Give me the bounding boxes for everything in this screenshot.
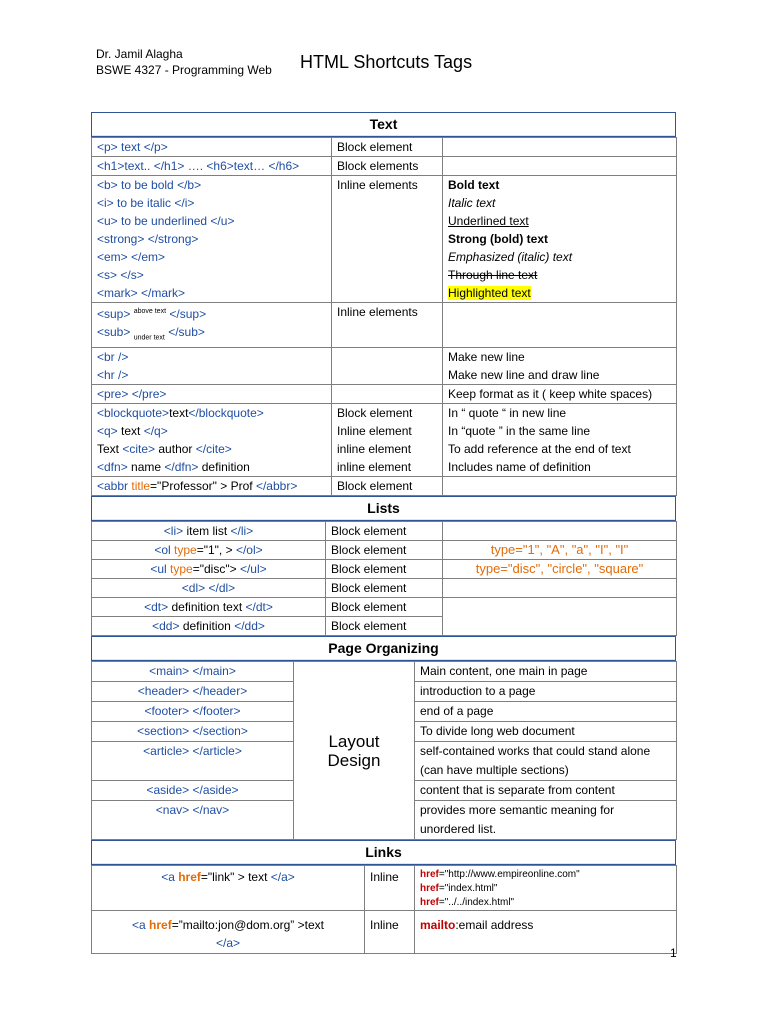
desc-cell [443, 579, 677, 598]
desc-cell: introduction to a page [415, 682, 677, 702]
desc-cell: self-contained works that could stand alone (can have multiple sections) [415, 742, 677, 781]
table-row [92, 866, 677, 911]
section-header-links: Links [91, 840, 676, 865]
type-cell: Block element [326, 579, 443, 598]
code-cell: <nav> </nav> [92, 801, 294, 840]
table-row [92, 598, 677, 617]
code-cell [92, 176, 332, 303]
type-cell: Block element [326, 617, 443, 636]
code-cell: <sup> $^{above text}$ </sup> <sub> $_{under text}$ </sub> [92, 303, 332, 348]
page-number: 1 [670, 946, 677, 960]
section-header-text: Text [91, 112, 676, 137]
desc-cell: end of a page [415, 702, 677, 722]
document-title: HTML Shortcuts Tags [300, 52, 473, 72]
desc-cell: Make new line Make new line and draw line [443, 348, 677, 385]
type-cell: Block element Inline element inline element inline element [332, 404, 443, 477]
code-line: <u> to be underlined </u> [97, 214, 235, 228]
desc-cell [443, 598, 677, 636]
table-row [92, 138, 677, 157]
code-cell: <li> item list </li> [92, 522, 326, 541]
code-cell: <blockquote>text</blockquote> <q> text </q> Text <cite> author </cite> <dfn> name </dfn> definition [92, 404, 332, 477]
desc-cell [443, 522, 677, 541]
type-cell: Block elements [332, 157, 443, 176]
desc-line: Emphasized (italic) text [448, 250, 573, 264]
author-name: Dr. Jamil Alagha [96, 47, 183, 61]
desc-line: Underlined text [448, 214, 529, 228]
code-cell: <pre> </pre> [92, 385, 332, 404]
type-cell: Inline elements [332, 176, 443, 303]
table-row [92, 477, 677, 496]
desc-cell: Keep format as it ( keep white spaces) [443, 385, 677, 404]
type-cell: Block element [326, 541, 443, 560]
type-cell: Block element [326, 522, 443, 541]
code-line: <em> </em> [97, 250, 166, 264]
code-line: <s> </s> [97, 268, 144, 282]
table-row [92, 560, 677, 579]
desc-cell [443, 176, 677, 303]
author-block [96, 46, 272, 78]
type-cell: Block element [332, 138, 443, 157]
layout-design-cell: Layout Design [294, 662, 415, 840]
code-cell: <br /> <hr /> [92, 348, 332, 385]
table-row [92, 385, 677, 404]
code-cell: <dt> definition text </dt> [92, 598, 326, 617]
desc-cell: href="http://www.empireonline.com" href="index.html" href="../../index.html" [415, 866, 677, 911]
table-row [92, 662, 677, 682]
table-row [92, 303, 677, 348]
table-row [92, 911, 677, 954]
table-row [92, 541, 677, 560]
type-cell: Inline [365, 911, 415, 954]
desc-line: Italic text [448, 196, 496, 210]
shortcut-sheet [91, 112, 678, 954]
code-cell: <a href=”mailto:jon@dom.org” >text </a> [92, 911, 365, 954]
desc-cell: content that is separate from content [415, 781, 677, 801]
desc-cell: type="1", "A", "a", "I", "I" [443, 541, 677, 560]
table-row [92, 579, 677, 598]
desc-cell: In “ quote “ in new line In “quote ” in the same line To add reference at the end of text Includes name of definition [443, 404, 677, 477]
code-cell: <p> text </p> [92, 138, 332, 157]
code-line: <mark> </mark> [97, 286, 186, 300]
desc-line: Highlighted text [448, 286, 531, 300]
code-line: <b> to be bold </b> [97, 178, 202, 192]
table-row [92, 157, 677, 176]
type-cell: Block element [326, 560, 443, 579]
code-cell: <section> </section> [92, 722, 294, 742]
desc-cell [443, 157, 677, 176]
code-cell: <article> </article> [92, 742, 294, 781]
section-header-lists: Lists [91, 496, 676, 521]
code-cell: <main> </main> [92, 662, 294, 682]
desc-cell: provides more semantic meaning for unordered list. [415, 801, 677, 840]
table-row [92, 522, 677, 541]
links-table [91, 865, 677, 954]
type-cell: Block element [326, 598, 443, 617]
code-cell: <header> </header> [92, 682, 294, 702]
desc-line: Bold text [448, 178, 500, 192]
type-cell: Inline [365, 866, 415, 911]
code-cell: <abbr title="Professor" > Prof </abbr> [92, 477, 332, 496]
page-table [91, 661, 677, 840]
code-cell: <footer> </footer> [92, 702, 294, 722]
type-cell: Block element [332, 477, 443, 496]
desc-line: Through line text [448, 268, 538, 282]
lists-table [91, 521, 677, 636]
code-cell: <dd> definition </dd> [92, 617, 326, 636]
type-cell [332, 348, 443, 385]
desc-cell [443, 477, 677, 496]
desc-cell: Main content, one main in page [415, 662, 677, 682]
code-cell: <ol type="1", > </ol> [92, 541, 326, 560]
code-cell: <a href="link" > text </a> [92, 866, 365, 911]
code-cell: <aside> </aside> [92, 781, 294, 801]
desc-cell: To divide long web document [415, 722, 677, 742]
desc-line: Strong (bold) text [448, 232, 548, 246]
code-cell: <dl> </dl> [92, 579, 326, 598]
section-header-page: Page Organizing [91, 636, 676, 661]
table-row [92, 348, 677, 385]
type-cell: Inline elements [332, 303, 443, 348]
code-cell: <h1>text.. </h1> …. <h6>text… </h6> [92, 157, 332, 176]
code-line: <strong> </strong> [97, 232, 199, 246]
desc-cell: type="disc", "circle", "square" [443, 560, 677, 579]
course-name: BSWE 4327 - Programming Web [96, 63, 272, 77]
code-line: <i> to be italic </i> [97, 196, 195, 210]
desc-cell: mailto:email address [415, 911, 677, 954]
desc-cell [443, 138, 677, 157]
table-row [92, 176, 677, 303]
text-table [91, 137, 677, 496]
type-cell [332, 385, 443, 404]
desc-cell [443, 303, 677, 348]
code-cell: <ul type="disc"> </ul> [92, 560, 326, 579]
table-row [92, 404, 677, 477]
